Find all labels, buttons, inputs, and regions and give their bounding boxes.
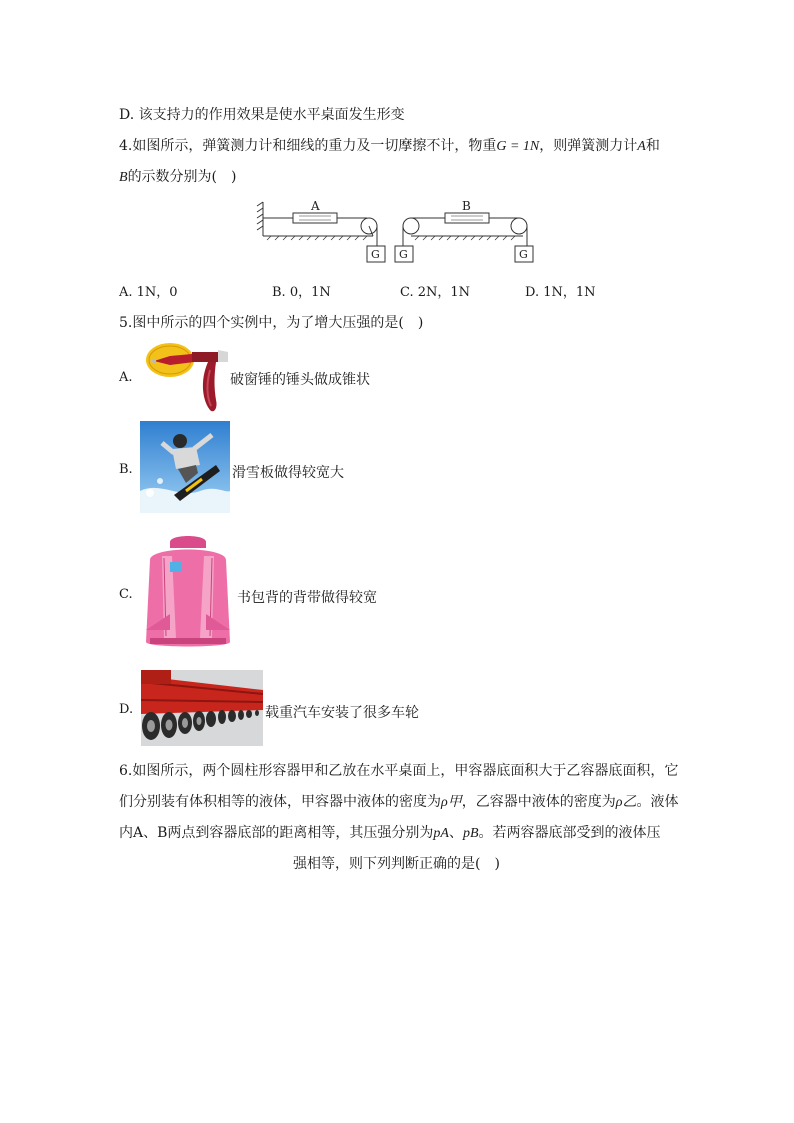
q6-line2-prefix: 们分别装有体积相等的液体，甲容器中液体的密度为 [119, 794, 441, 810]
q4-stem-prefix: 4.如图所示，弹簧测力计和细线的重力及一切摩擦不计，物重 [119, 138, 497, 154]
q6-line2-mid: ，乙容器中液体的密度为 [461, 794, 616, 810]
q6-p-a: pA [433, 826, 449, 841]
q4-spring-scale-figure [255, 196, 540, 268]
q4-stem-line2-suffix: 的示数分别为( ) [127, 169, 237, 185]
q4-stem-line1 [119, 135, 660, 155]
q5-option-b-letter: B. [119, 462, 133, 477]
q4-option-b: B. 0，1N [272, 285, 331, 300]
q4-fig-label-a: A [311, 199, 320, 213]
q6-stem-line3 [119, 822, 661, 842]
q5-option-d-text: 载重汽车安装了很多车轮 [265, 705, 419, 721]
q4-fig-weight-1: G [371, 248, 380, 261]
q5-option-c-text: 书包背的背带做得较宽 [237, 590, 377, 606]
q6-p-b: pB [462, 826, 479, 841]
q6-sep: 、 [448, 825, 463, 841]
q4-option-a: A. 1N，0 [119, 285, 178, 300]
q4-stem-line2 [119, 166, 237, 186]
q6-stem-line2 [119, 791, 678, 811]
q6-line3-suffix: 。若两容器底部受到的液体压 [478, 825, 661, 841]
q6-stem-line4: 强相等，则下列判断正确的是( ) [293, 856, 500, 872]
truck-image [141, 670, 263, 746]
q4-stem-suffix: ，则弹簧测力计 [539, 138, 638, 154]
backpack-image [140, 534, 236, 652]
q6-line2-suffix: 。液体 [636, 794, 679, 810]
q6-stem-line1: 6.如图所示，两个圆柱形容器甲和乙放在水平桌面上，甲容器底面积大于乙容器底面积，它 [119, 763, 679, 779]
q4-fig-weight-3: G [519, 248, 528, 261]
q6-line3-prefix: 内A、B两点到容器底部的距离相等，其压强分别为 [119, 825, 434, 841]
q4-var-b: B [119, 170, 128, 185]
q4-and: 和 [645, 138, 660, 154]
q5-stem: 5.图中所示的四个实例中，为了增大压强的是( ) [119, 315, 424, 331]
q5-option-a-letter: A. [119, 370, 133, 385]
q4-option-c: C. 2N，1N [400, 285, 471, 300]
q5-option-a-text: 破窗锤的锤头做成锥状 [230, 372, 370, 388]
q4-fig-label-b: B [462, 199, 471, 213]
q6-rho-yi: ρ乙 [615, 795, 637, 810]
q4-option-d: D. 1N，1N [525, 285, 596, 300]
q5-option-c-letter: C. [119, 587, 133, 602]
window-hammer-image [144, 340, 230, 414]
q4-formula: G = 1N [496, 139, 540, 154]
q4-fig-weight-2: G [399, 248, 408, 261]
q4-var-a: A [637, 139, 646, 154]
snowboard-image [140, 421, 230, 513]
q5-option-b-text: 滑雪板做得较宽大 [232, 465, 344, 481]
q5-option-d-letter: D. [119, 702, 134, 717]
q3-option-d: D. 该支持力的作用效果是使水平桌面发生形变 [119, 107, 405, 123]
q6-rho-jia: ρ甲 [441, 795, 462, 810]
